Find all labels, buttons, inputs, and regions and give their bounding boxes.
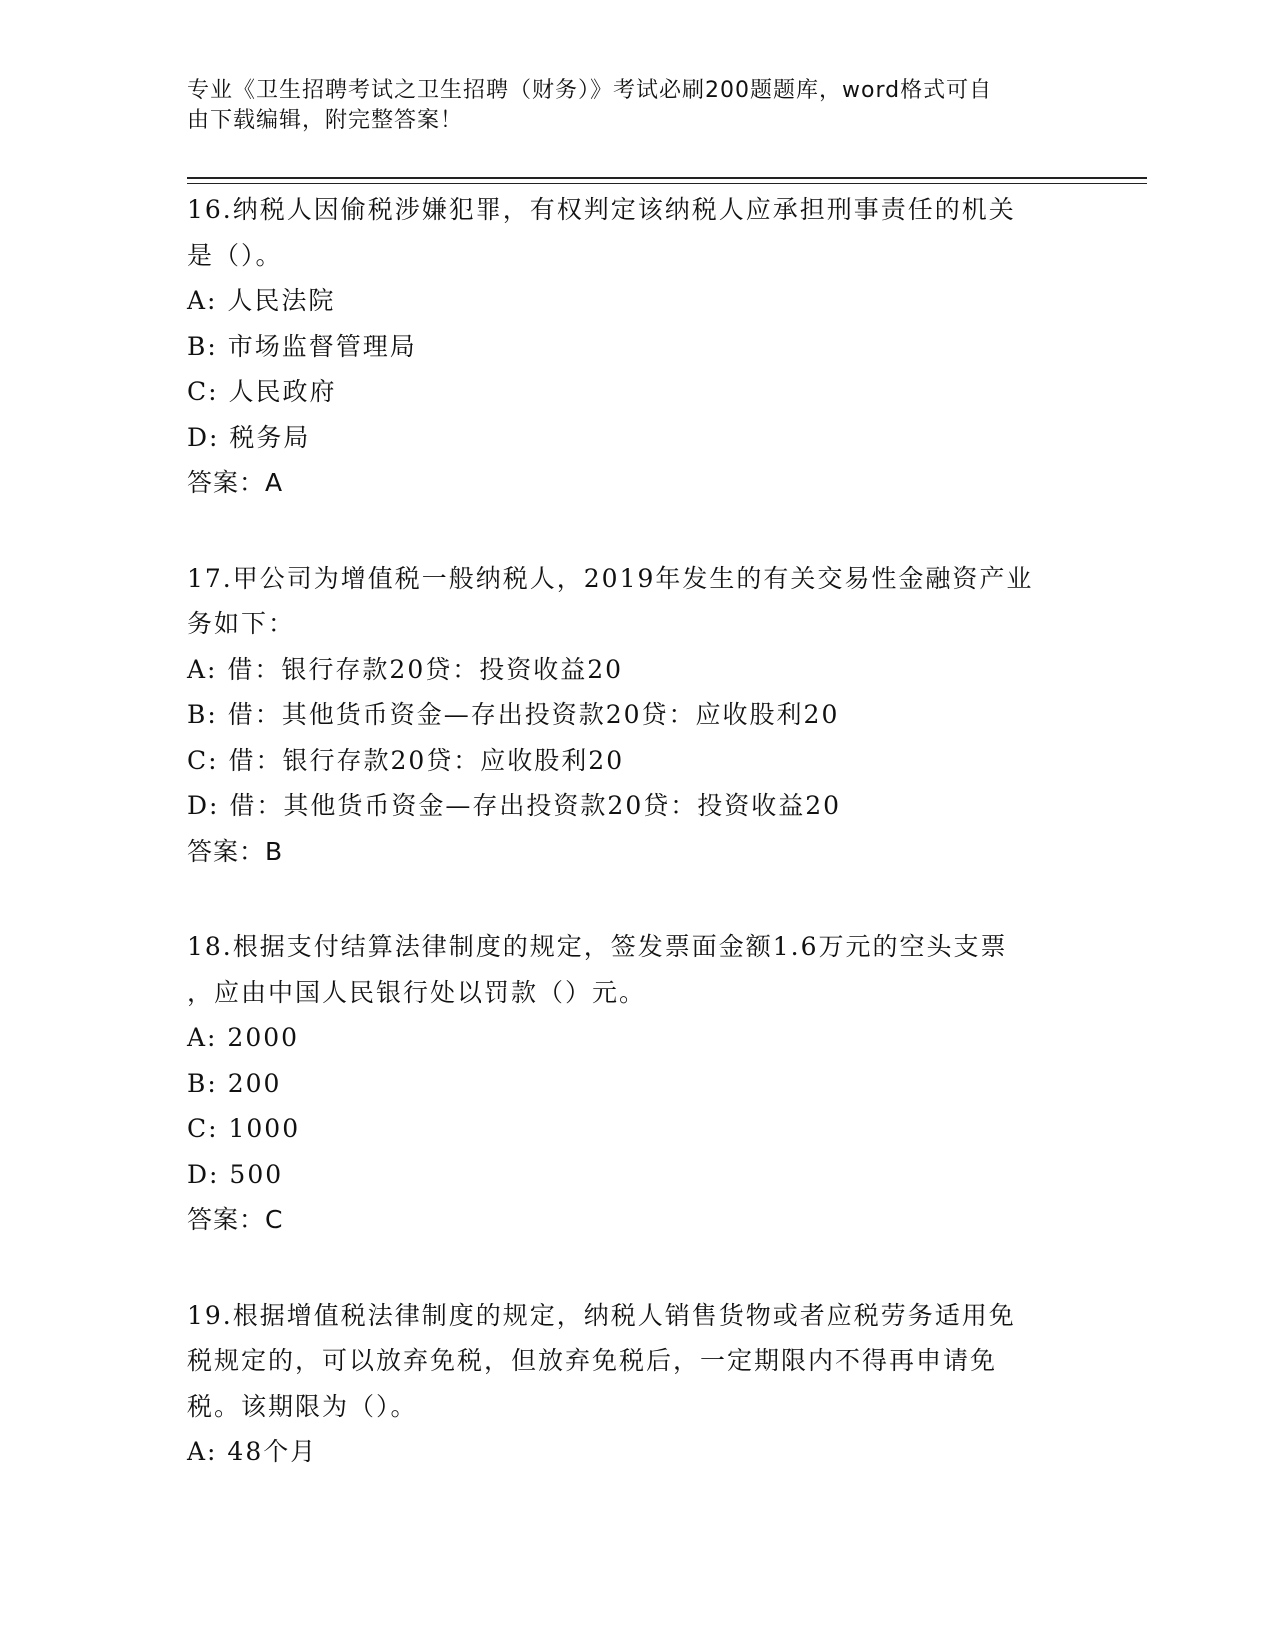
question-19 bbox=[187, 1293, 1067, 1475]
question-17 bbox=[187, 556, 1067, 875]
question-18 bbox=[187, 924, 1067, 1243]
stem-line: ，应由中国人民银行处以罚款（）元。 bbox=[187, 977, 647, 1007]
question-stem bbox=[187, 1293, 1067, 1430]
option-b: B: 200 bbox=[187, 1068, 282, 1098]
stem-line: 16.纳税人因偷税涉嫌犯罪，有权判定该纳税人应承担刑事责任的机关 bbox=[187, 195, 1016, 224]
option-b: B: 市场监督管理局 bbox=[187, 331, 417, 361]
question-stem bbox=[187, 187, 1067, 278]
stem-line: 17.甲公司为增值税一般纳税人，2019年发生的有关交易性金融资产业 bbox=[187, 563, 1034, 593]
stem-line: 税。该期限为（）。 bbox=[187, 1391, 418, 1421]
header-rule-thin bbox=[187, 183, 1147, 184]
answer: 答案：A bbox=[187, 468, 284, 497]
option-c: C: 1000 bbox=[187, 1114, 301, 1143]
answer: 答案：B bbox=[187, 836, 284, 866]
header-line-2: 由下载编辑，附完整答案！ bbox=[187, 108, 464, 133]
header-rule-thick bbox=[187, 177, 1147, 179]
stem-line: 税规定的，可以放弃免税，但放弃免税后，一定期限内不得再申请免 bbox=[187, 1346, 998, 1375]
question-stem bbox=[187, 556, 1067, 647]
stem-line: 务如下： bbox=[187, 609, 296, 638]
option-a: A: 人民法院 bbox=[187, 286, 336, 315]
option-a: A: 2000 bbox=[187, 1023, 300, 1052]
stem-line: 19.根据增值税法律制度的规定，纳税人销售货物或者应税劳务适用免 bbox=[187, 1300, 1016, 1330]
option-d: D: 借：其他货币资金—存出投资款20贷：投资收益20 bbox=[187, 791, 842, 820]
answer: 答案：C bbox=[187, 1205, 284, 1234]
option-b: B: 借：其他货币资金—存出投资款20贷：应收股利20 bbox=[187, 700, 840, 729]
option-c: C: 借：银行存款20贷：应收股利20 bbox=[187, 745, 625, 775]
stem-line: 是（）。 bbox=[187, 240, 283, 270]
option-d: D: 税务局 bbox=[187, 422, 311, 452]
option-c: C: 人民政府 bbox=[187, 377, 337, 406]
header-line-1: 专业《卫生招聘考试之卫生招聘（财务）》考试必刷200题题库，word格式可自 bbox=[187, 78, 993, 103]
question-list bbox=[187, 187, 1067, 1525]
option-a: A: 48个月 bbox=[187, 1437, 318, 1466]
document-header bbox=[187, 76, 1067, 136]
option-a: A: 借：银行存款20贷：投资收益20 bbox=[187, 654, 624, 684]
question-stem bbox=[187, 924, 1067, 1015]
option-d: D: 500 bbox=[187, 1159, 284, 1189]
stem-line: 18.根据支付结算法律制度的规定，签发票面金额1.6万元的空头支票 bbox=[187, 932, 1008, 961]
question-16 bbox=[187, 187, 1067, 506]
